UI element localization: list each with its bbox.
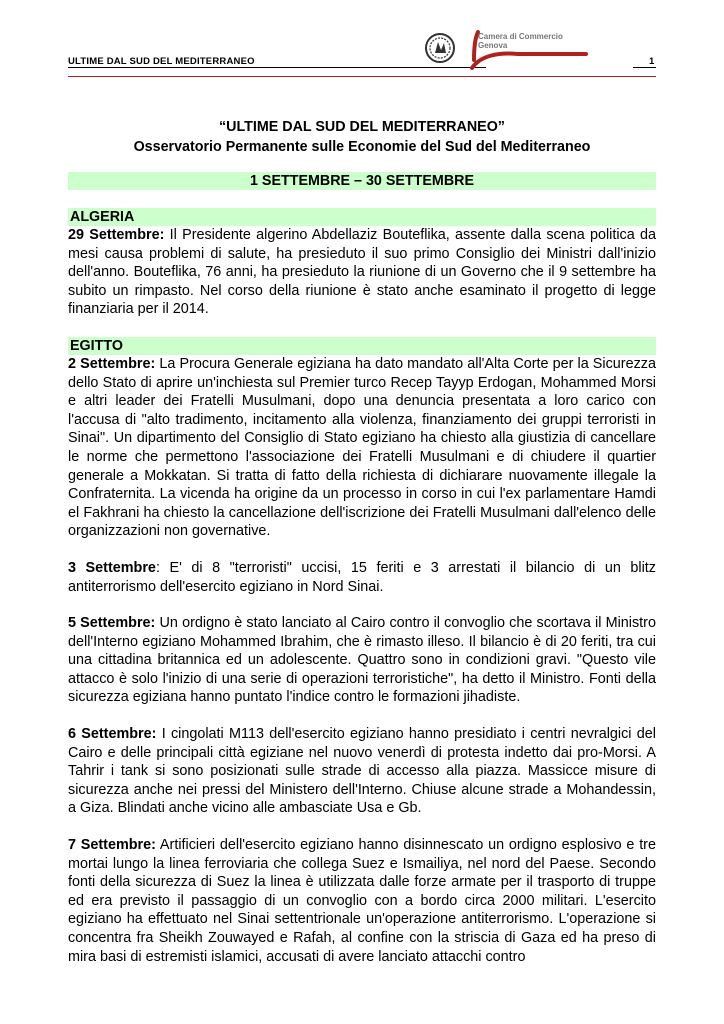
logo-text bbox=[478, 32, 563, 50]
entry-text: : E' di 8 "terroristi" uccisi, 15 feriti e 3 arrestati il bilancio di un blitz antiterrorismo dell'esercito egiziano in Nord Sinai. bbox=[68, 559, 656, 595]
news-entry bbox=[68, 226, 656, 319]
page-number: 1 bbox=[649, 56, 655, 67]
news-entry bbox=[68, 836, 656, 966]
entry-date: 6 Settembre: bbox=[68, 726, 157, 743]
period-banner: 1 SETTEMBRE – 30 SETTEMBRE bbox=[68, 172, 656, 190]
entry-date: 5 Settembre: bbox=[68, 615, 156, 632]
entry-date: 29 Settembre: bbox=[68, 227, 165, 243]
entry-date: 2 Settembre: bbox=[68, 355, 156, 372]
header-underline bbox=[68, 67, 486, 68]
document-body bbox=[68, 118, 656, 966]
document-title: “ULTIME DAL SUD DEL MEDITERRANEO” bbox=[219, 119, 505, 135]
chamber-seal-logo bbox=[425, 33, 455, 63]
entry-text: La Procura Generale egiziana ha dato mandato all'Alta Corte per la Sicurezza dello Stato di aprire un'inchiesta sul Premier turco Recep Tayyp Erdogan, Mohammed Morsi e altri leader dei Fratelli Musulmani, dopo una denuncia presentata a loro carico con l'accusa di "alto tradimento, incitamento alla violenza, finanziamento dei gruppi terroristi in Sinai". Un dipartimento del Consiglio di Stato egiziano ha chiesto alla giustizia di cancellare le norme che permettono l'associazione dei Fratelli Musulmani e di chiudere il quartier generale a Mokkatan. Si tratta di fatto della richiesta di dichiarare nuovamente illegale la Confraternita. La vicenda ha origine da un processo in corso in cui l'ex parlamentare Hamdi el Fakhrani ha chiesto la cancellazione dell'iscrizione dei Fratelli Musulmani dall'elenco delle organizzazioni non governative. bbox=[68, 355, 656, 540]
section-heading: EGITTO bbox=[68, 337, 656, 355]
entry-date: 3 Settembre bbox=[68, 559, 156, 576]
news-entry bbox=[68, 355, 656, 541]
entry-text: Un ordigno è stato lanciato al Cairo contro il convoglio che scortava il Ministro dell'Interno egiziano Mohammed Ibrahim, che è rimasto illeso. Il bilancio è di 20 feriti, tra cui una cittadina britannica ed un adolescente. Quattro sono in condizioni gravi. "Questo vile attacco è solo l'inizio di una serie di operazioni terroristiche", ha detto il Ministro. Fonti della sicurezza egiziana hanno puntato l'indice contro le formazioni jihadiste. bbox=[68, 615, 656, 706]
entry-date: 7 Settembre: bbox=[68, 837, 156, 854]
logo-text-line2: Genova bbox=[478, 41, 508, 50]
section-algeria bbox=[68, 208, 656, 319]
logo-text-line1: Camera di Commercio bbox=[478, 32, 563, 41]
entry-text: Artificieri dell'esercito egiziano hanno disinnescato un ordigno esplosivo e tre mortai lungo la linea ferroviaria che collega Suez e Ismailiya, nel nord del Paese. Secondo fonti della sicurezza di Suez la linea è utilizzata dalle forze armate per il trasporto di truppe ed era previsto il passaggio di un convoglio con a bordo circa 2000 militari. L'esercito egiziano ha effettuato nel Sinai settentrionale un'operazione antiterrorismo. L'operazione si concentra fra Sheikh Zouwayed e Rafah, al confine con la striscia di Gaza ed ha preso di mira basi di estremisti islamici, accusati di avere lanciato attacchi contro bbox=[68, 837, 656, 965]
section-heading: ALGERIA bbox=[68, 208, 656, 226]
news-entry bbox=[68, 614, 656, 707]
document-subtitle: Osservatorio Permanente sulle Economie del Sud del Mediterraneo bbox=[133, 139, 591, 155]
header-underline-short bbox=[633, 67, 656, 68]
news-entry bbox=[68, 559, 656, 596]
header-red-rule bbox=[68, 76, 656, 77]
entry-text: I cingolati M113 dell'esercito egiziano hanno presidiato i centri nevralgici del Cairo e delle principali città egiziane nel nuovo venerdì di protesta indetto dai pro-Morsi. A Tahrir i tank si sono posizionati sulle strade di accesso alla piazza. Massicce misure di sicurezza anche nei pressi del Ministero dell'Interno. Chiuse alcune strade a Mohandessin, a Giza. Blindati anche vicino alle ambasciate Usa e Gb. bbox=[68, 726, 656, 817]
section-egitto bbox=[68, 337, 656, 966]
entry-text: Il Presidente algerino Abdellaziz Bouteflika, assente dalla scena politica da mesi causa problemi di salute, ha presieduto il suo primo Consiglio dei Ministri dall'inizio dell'anno. Bouteflika, 76 anni, ha presieduto la riunione di un Governo che il 9 settembre ha subito un rimpasto. Nel corso della riunione è stato anche esaminato il progetto di legge finanziaria per il 2014. bbox=[68, 227, 656, 318]
running-title: ULTIME DAL SUD DEL MEDITERRANEO bbox=[68, 56, 255, 67]
news-entry bbox=[68, 725, 656, 818]
